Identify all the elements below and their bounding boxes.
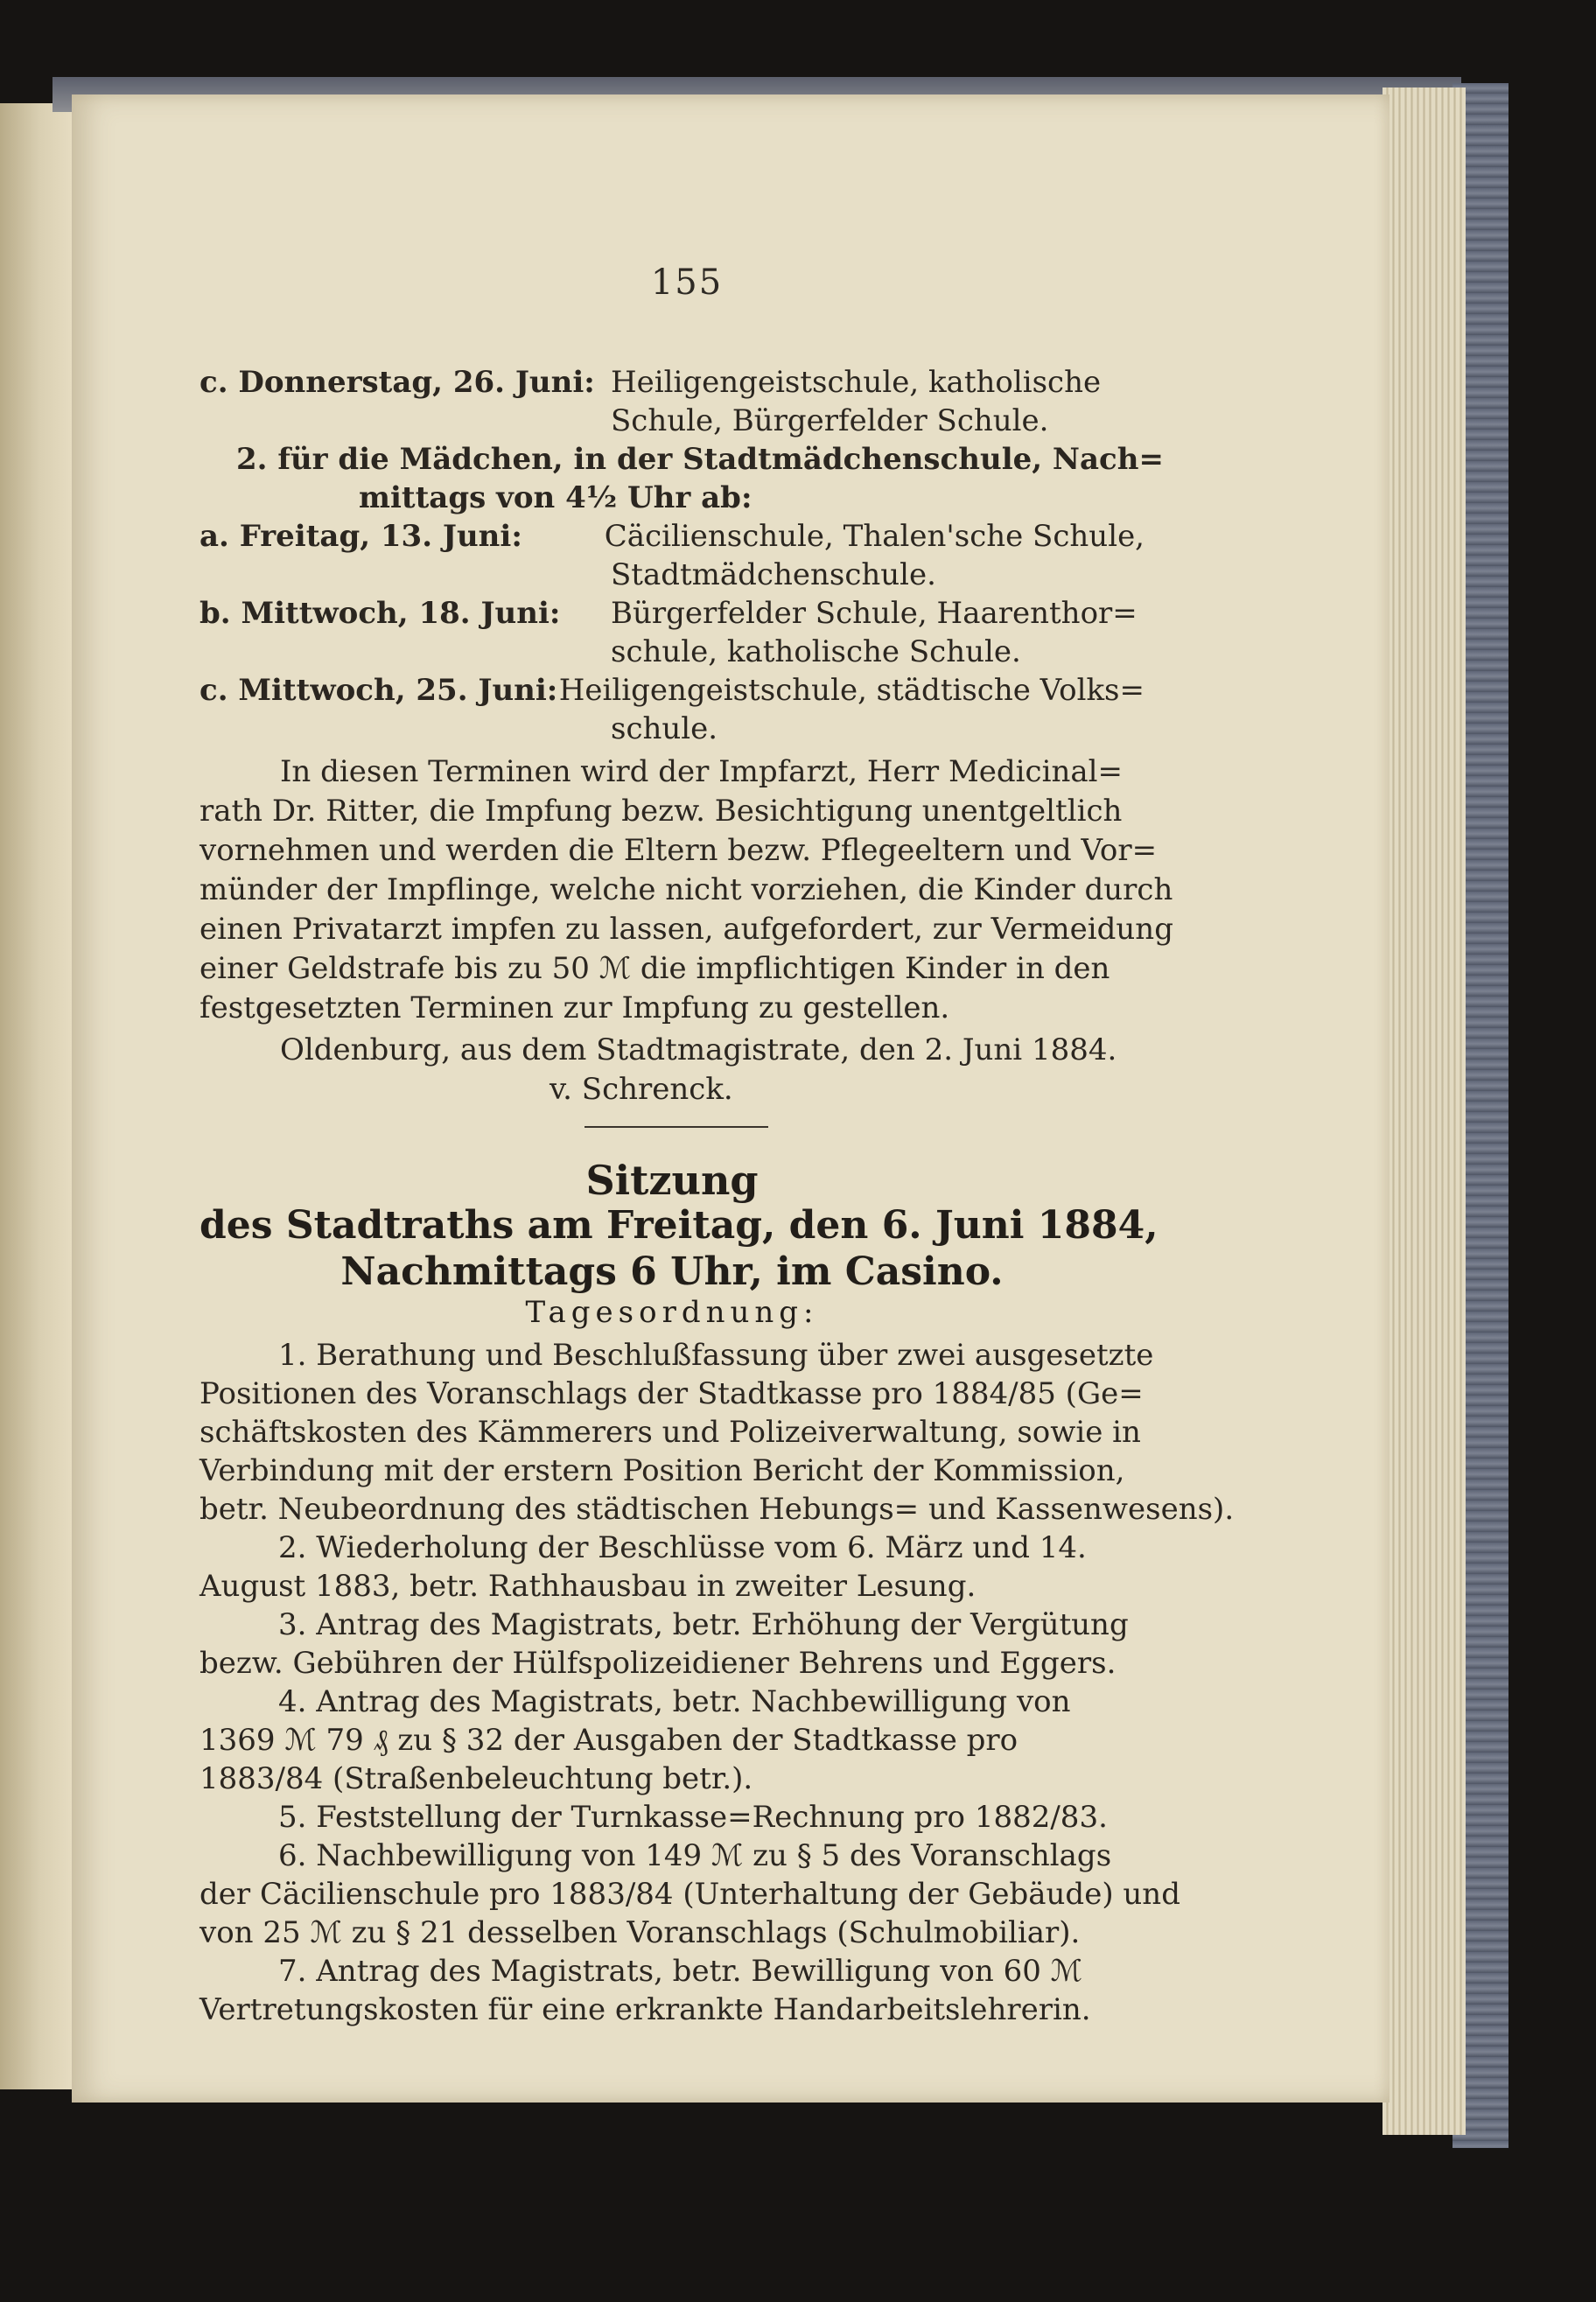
agenda-line: schäftskosten des Kämmerers und Polizeiverwaltung, sowie in	[200, 1415, 1141, 1450]
notice-line: münder der Impflinge, welche nicht vorziehen, die Kinder durch	[200, 872, 1173, 907]
session-title: Sitzung	[585, 1157, 759, 1204]
agenda-line: betr. Neubeordnung des städtischen Hebungs= und Kassenwesens).	[200, 1492, 1235, 1527]
notice-line: festgesetzten Terminen zur Impfung zu gestellen.	[200, 990, 950, 1025]
schedule-places: Schule, Bürgerfelder Schule.	[611, 403, 1049, 438]
schedule-places: Heiligengeistschule, städtische Volks=	[558, 673, 1144, 708]
agenda-line: bezw. Gebühren der Hülfspolizeidiener Behrens und Eggers.	[200, 1646, 1116, 1681]
schedule-places: Heiligengeistschule, katholische	[611, 365, 1102, 400]
schedule-places: Stadtmädchenschule.	[611, 557, 936, 592]
place-date: Oldenburg, aus dem Stadtmagistrate, den 2. Juni 1884.	[280, 1032, 1117, 1067]
agenda-line: 5. Feststellung der Turnkasse=Rechnung pro 1882/83.	[278, 1800, 1108, 1835]
page-fore-edge	[1382, 87, 1466, 2135]
schedule-row	[200, 633, 1144, 671]
schedule-day: c. Mittwoch, 25. Juni:	[200, 673, 558, 708]
agenda-line: 3. Antrag des Magistrats, betr. Erhöhung der Vergütung	[278, 1607, 1129, 1642]
agenda-label: Tagesordnung:	[525, 1295, 819, 1330]
schedule-day	[200, 633, 611, 671]
schedule-row	[200, 594, 1144, 633]
session-title: des Stadtraths am Freitag, den 6. Juni 1884,	[200, 1203, 1158, 1248]
agenda-line: 6. Nachbewilligung von 149 ℳ zu § 5 des Voranschlags	[278, 1838, 1112, 1873]
schedule-day	[200, 710, 611, 748]
notice-line: vornehmen und werden die Eltern bezw. Pflegeeltern und Vor=	[200, 833, 1158, 868]
schedule-row	[200, 402, 1144, 440]
schedule-places: schule, katholische Schule.	[611, 634, 1021, 669]
schedule-row	[200, 671, 1144, 710]
previous-page-edge	[0, 103, 72, 2089]
notice-line: einer Geldstrafe bis zu 50 ℳ die impflichtigen Kinder in den	[200, 951, 1110, 986]
agenda-line: 2. Wiederholung der Beschlüsse vom 6. März und 14.	[278, 1530, 1087, 1565]
page-number: 155	[650, 262, 724, 303]
schedule-places: Cäcilienschule, Thalen'sche Schule,	[604, 519, 1144, 554]
section-divider	[584, 1126, 768, 1128]
schedule-row	[200, 517, 1144, 556]
session-title: Nachmittags 6 Uhr, im Casino.	[340, 1249, 1004, 1294]
schedule-day: b. Mittwoch, 18. Juni:	[200, 596, 561, 631]
agenda-line: 7. Antrag des Magistrats, betr. Bewilligung von 60 ℳ	[278, 1954, 1083, 1989]
notice-line: rath Dr. Ritter, die Impfung bezw. Besichtigung unentgeltlich	[200, 794, 1123, 829]
agenda-line: 4. Antrag des Magistrats, betr. Nachbewilligung von	[278, 1684, 1071, 1719]
notice-line: In diesen Terminen wird der Impfarzt, Herr Medicinal=	[280, 754, 1124, 789]
schedule-heading: mittags von 4½ Uhr ab:	[359, 480, 752, 515]
agenda-line: von 25 ℳ zu § 21 desselben Voranschlags (Schulmobiliar).	[200, 1915, 1081, 1950]
schedule-day: a. Freitag, 13. Juni:	[200, 519, 522, 554]
agenda-line: Positionen des Voranschlags der Stadtkasse pro 1884/85 (Ge=	[200, 1376, 1144, 1411]
agenda-line: 1883/84 (Straßenbeleuchtung betr.).	[200, 1761, 753, 1796]
agenda-line: August 1883, betr. Rathhausbau in zweiter Lesung.	[200, 1569, 976, 1604]
agenda-line: Vertretungskosten für eine erkrankte Handarbeitslehrerin.	[200, 1992, 1091, 2027]
schedule-row	[200, 363, 1144, 402]
agenda-line: 1369 ℳ 79 ₰ zu § 32 der Ausgaben der Stadtkasse pro	[200, 1723, 1018, 1758]
schedule-places: schule.	[611, 711, 718, 746]
schedule-day	[200, 556, 611, 594]
schedule-row	[200, 556, 1144, 594]
schedule-places: Bürgerfelder Schule, Haarenthor=	[611, 596, 1138, 631]
agenda-line: 1. Berathung und Beschlußfassung über zwei ausgesetzte	[278, 1338, 1154, 1373]
notice-line: einen Privatarzt impfen zu lassen, aufgefordert, zur Vermeidung	[200, 912, 1173, 947]
schedule-day: c. Donnerstag, 26. Juni:	[200, 365, 595, 400]
schedule-row	[200, 710, 1144, 748]
agenda-line: der Cäcilienschule pro 1883/84 (Unterhaltung der Gebäude) und	[200, 1877, 1180, 1912]
schedule-heading: 2. für die Mädchen, in der Stadtmädchenschule, Nach=	[236, 442, 1164, 477]
agenda-line: Verbindung mit der erstern Position Bericht der Kommission,	[200, 1453, 1125, 1488]
schedule-day	[200, 402, 611, 440]
signature: v. Schrenck.	[550, 1072, 733, 1107]
